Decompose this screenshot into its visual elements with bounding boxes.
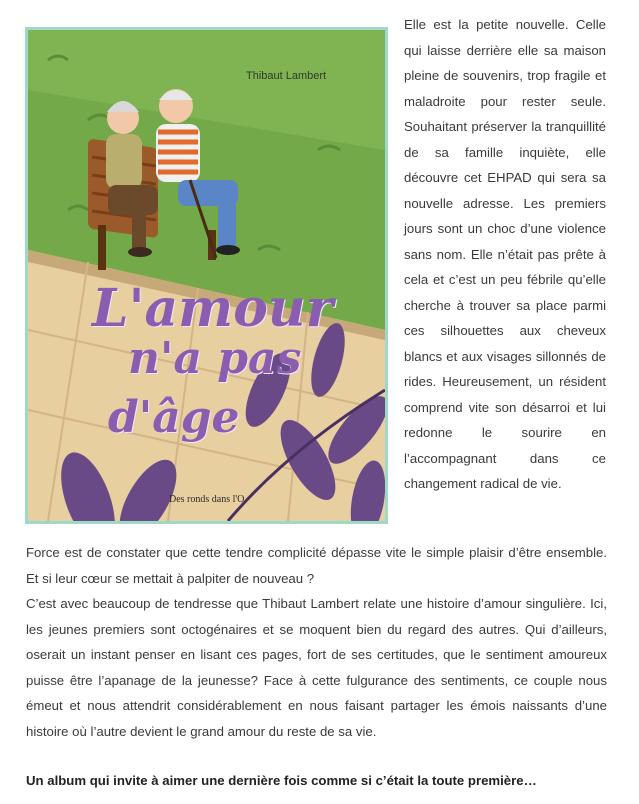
book-cover: [25, 27, 388, 524]
paragraph-review: C’est avec beaucoup de tendresse que Thibaut Lambert relate une histoire d’amour singulière. Ici, les jeunes premiers sont octogénaires et se moquent bien du regard des autres. Qui d’ailleurs, oserait un instant penser en lisant ces pages, fort de ses certitudes, que le sentiment amoureux puisse être l’apanage de la jeunesse? Face à cette fulgurance des sentiments, ce couple nous émeut et nous attendrit considérablement en nous faisant partager les émois naissants d’une histoire où l’autre devient le grand amour du reste de sa vie.: [26, 596, 607, 739]
cover-title-line-2: n'a pas: [128, 333, 302, 384]
cover-publisher: Des ronds dans l'O: [169, 494, 245, 505]
paragraph-complicity: Force est de constater que cette tendre complicité dépasse vite le simple plaisir d’être ensemble. Et si leur cœur se mettait à palpiter de nouveau ?: [26, 545, 607, 586]
cover-illustration: [28, 30, 385, 521]
conclusion-text: Un album qui invite à aimer une dernière fois comme si c’était la toute première…: [26, 773, 537, 788]
cover-title-line-3: d'âge: [108, 392, 240, 443]
cover-author: Thibaut Lambert: [246, 70, 327, 82]
cover-title-line-1: L'amour: [92, 278, 334, 339]
summary-side-text: Elle est la petite nouvelle. Celle qui laisse derrière elle sa maison pleine de souvenirs, trop fragile et maladroite pour rester seule. Souhaitant préserver la tranquillité de sa famille inquiète, elle découvre cet EHPAD qui sera sa nouvelle adresse. Les premiers jours sont un choc d’une violence sans nom. Elle n’était pas prête à cela et c’est un peu fébrile qu’elle cherche à trouver sa place parmi ces silhouettes aux cheveux blancs et aux visages sillonnés de rides. Heureusement, un résident comprend vite son désarroi et lui redonne le sourire en l’accompagnant dans ce changement radical de vie.: [404, 17, 606, 491]
